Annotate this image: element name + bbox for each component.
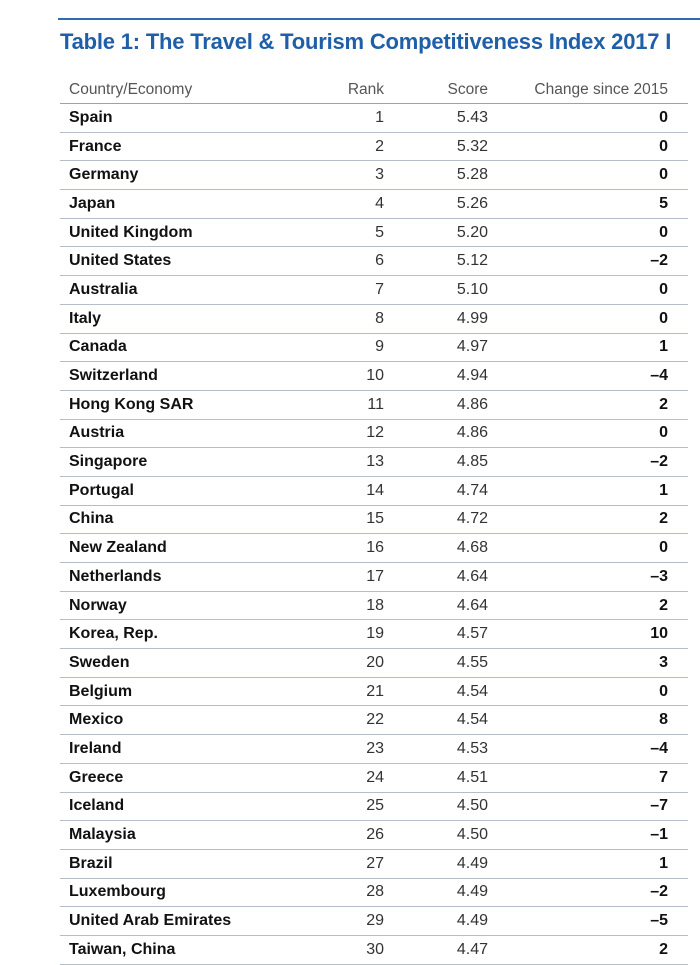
cell-score: 4.55 [456,653,488,671]
cell-rank: 5 [375,223,384,241]
table-row [60,879,688,908]
cell-country: Belgium [69,682,133,700]
cell-change: –2 [650,252,668,270]
cell-rank: 29 [366,912,384,930]
cell-country: Spain [69,108,113,126]
cell-country: New Zealand [69,539,167,557]
table-row [60,563,688,592]
cell-country: Germany [69,166,139,184]
table-row [60,793,688,822]
cell-score: 4.94 [456,367,488,385]
table-row [60,305,688,334]
cell-rank: 12 [366,424,384,442]
cell-rank: 2 [375,137,384,155]
table-row [60,592,688,621]
cell-country: United States [69,252,172,270]
header-country: Country/Economy [69,80,193,98]
table-row [60,247,688,276]
cell-country: Sweden [69,653,130,671]
cell-country: Mexico [69,711,124,729]
cell-score: 4.57 [456,625,488,643]
cell-change: 0 [659,137,668,155]
cell-score: 4.51 [456,768,488,786]
cell-change: 2 [659,940,668,958]
cell-rank: 19 [366,625,384,643]
cell-change: 0 [659,108,668,126]
cell-score: 4.85 [456,453,488,471]
cell-score: 5.43 [456,108,488,126]
cell-country: Portugal [69,481,134,499]
cell-change: –1 [650,826,668,844]
cell-rank: 22 [366,711,384,729]
cell-rank: 20 [366,653,384,671]
cell-country: Ireland [69,739,122,757]
cell-country: Singapore [69,453,148,471]
cell-rank: 28 [366,883,384,901]
cell-change: –7 [650,797,668,815]
table-row [60,477,688,506]
cell-score: 4.97 [456,338,488,356]
cell-change: 0 [659,309,668,327]
cell-score: 4.68 [456,539,488,557]
cell-change: 7 [659,768,668,786]
table-row [60,133,688,162]
top-rule [58,18,700,20]
cell-score: 5.12 [456,252,488,270]
cell-rank: 7 [375,280,384,298]
cell-change: –2 [650,883,668,901]
cell-change: –4 [650,739,668,757]
cell-score: 4.86 [456,424,488,442]
table-row [60,506,688,535]
table-row [60,161,688,190]
cell-score: 4.49 [456,883,488,901]
cell-score: 4.74 [456,481,488,499]
cell-country: Greece [69,768,124,786]
cell-rank: 13 [366,453,384,471]
header-score: Score [447,80,488,98]
table-row [60,649,688,678]
cell-rank: 3 [375,166,384,184]
table-row [60,821,688,850]
cell-change: 2 [659,596,668,614]
cell-change: –3 [650,567,668,585]
cell-rank: 14 [366,481,384,499]
cell-change: 5 [659,194,668,212]
cell-rank: 25 [366,797,384,815]
cell-country: Hong Kong SAR [69,395,194,413]
cell-change: 2 [659,395,668,413]
cell-country: Taiwan, China [69,940,176,958]
cell-change: –4 [650,367,668,385]
cell-score: 4.64 [456,596,488,614]
cell-country: Luxembourg [69,883,166,901]
cell-rank: 23 [366,739,384,757]
table-row [60,907,688,936]
cell-score: 4.99 [456,309,488,327]
table-row [60,936,688,965]
cell-change: 8 [659,711,668,729]
cell-score: 5.26 [456,194,488,212]
cell-country: United Arab Emirates [69,912,232,930]
table-row [60,420,688,449]
cell-rank: 21 [366,682,384,700]
header-change: Change since 2015 [534,80,668,98]
cell-score: 4.50 [456,826,488,844]
cell-rank: 26 [366,826,384,844]
table-row [60,276,688,305]
table-row [60,620,688,649]
cell-rank: 11 [367,395,384,413]
table-row [60,448,688,477]
cell-country: Austria [69,424,125,442]
cell-rank: 9 [375,338,384,356]
cell-rank: 30 [366,940,384,958]
cell-score: 5.20 [456,223,488,241]
cell-score: 5.28 [456,166,488,184]
cell-change: 0 [659,280,668,298]
table-row [60,534,688,563]
header-rank: Rank [347,80,384,98]
cell-country: Norway [69,596,127,614]
cell-score: 4.54 [456,682,488,700]
cell-change: 10 [650,625,668,643]
cell-country: Italy [69,309,102,327]
table-row [60,190,688,219]
cell-score: 4.50 [456,797,488,815]
cell-score: 4.49 [456,854,488,872]
cell-country: Iceland [69,797,125,815]
cell-score: 4.86 [456,395,488,413]
cell-rank: 4 [375,194,384,212]
cell-rank: 27 [366,854,384,872]
cell-change: 0 [659,223,668,241]
cell-score: 4.64 [456,567,488,585]
cell-change: 0 [659,539,668,557]
cell-score: 5.10 [456,280,488,298]
cell-rank: 15 [366,510,384,528]
cell-rank: 1 [375,108,384,126]
cell-rank: 8 [375,309,384,327]
cell-country: Australia [69,280,138,298]
cell-change: –2 [650,453,668,471]
cell-country: United Kingdom [69,223,193,241]
table-title: Table 1: The Travel & Tourism Competitiveness Index 2017 I [60,29,672,54]
cell-rank: 17 [366,567,384,585]
cell-rank: 24 [366,768,384,786]
cell-score: 4.47 [456,940,488,958]
cell-country: Malaysia [69,826,136,844]
table-row [60,362,688,391]
cell-change: 0 [659,682,668,700]
table-row [60,764,688,793]
cell-country: Netherlands [69,567,162,585]
cell-country: China [69,510,114,528]
table-row [60,219,688,248]
cell-change: 1 [659,481,668,499]
cell-rank: 16 [366,539,384,557]
cell-rank: 18 [366,596,384,614]
cell-rank: 10 [366,367,384,385]
cell-change: 2 [659,510,668,528]
table-row [60,104,688,133]
cell-country: Switzerland [69,367,158,385]
table-header-row [60,76,688,104]
cell-rank: 6 [375,252,384,270]
cell-country: Canada [69,338,127,356]
table-row [60,735,688,764]
cell-change: 1 [659,854,668,872]
table-row [60,391,688,420]
ranking-table [60,76,688,965]
cell-change: 0 [659,424,668,442]
cell-score: 4.53 [456,739,488,757]
table-row [60,850,688,879]
cell-score: 4.72 [456,510,488,528]
cell-country: Brazil [69,854,113,872]
table-row [60,706,688,735]
table-body [60,104,688,965]
cell-change: 0 [659,166,668,184]
table-row [60,678,688,707]
cell-score: 5.32 [456,137,488,155]
table-row [60,334,688,363]
cell-country: Korea, Rep. [69,625,158,643]
cell-change: 3 [659,653,668,671]
cell-score: 4.54 [456,711,488,729]
cell-change: 1 [659,338,668,356]
cell-country: France [69,137,122,155]
cell-score: 4.49 [456,912,488,930]
cell-change: –5 [650,912,668,930]
cell-country: Japan [69,194,116,212]
